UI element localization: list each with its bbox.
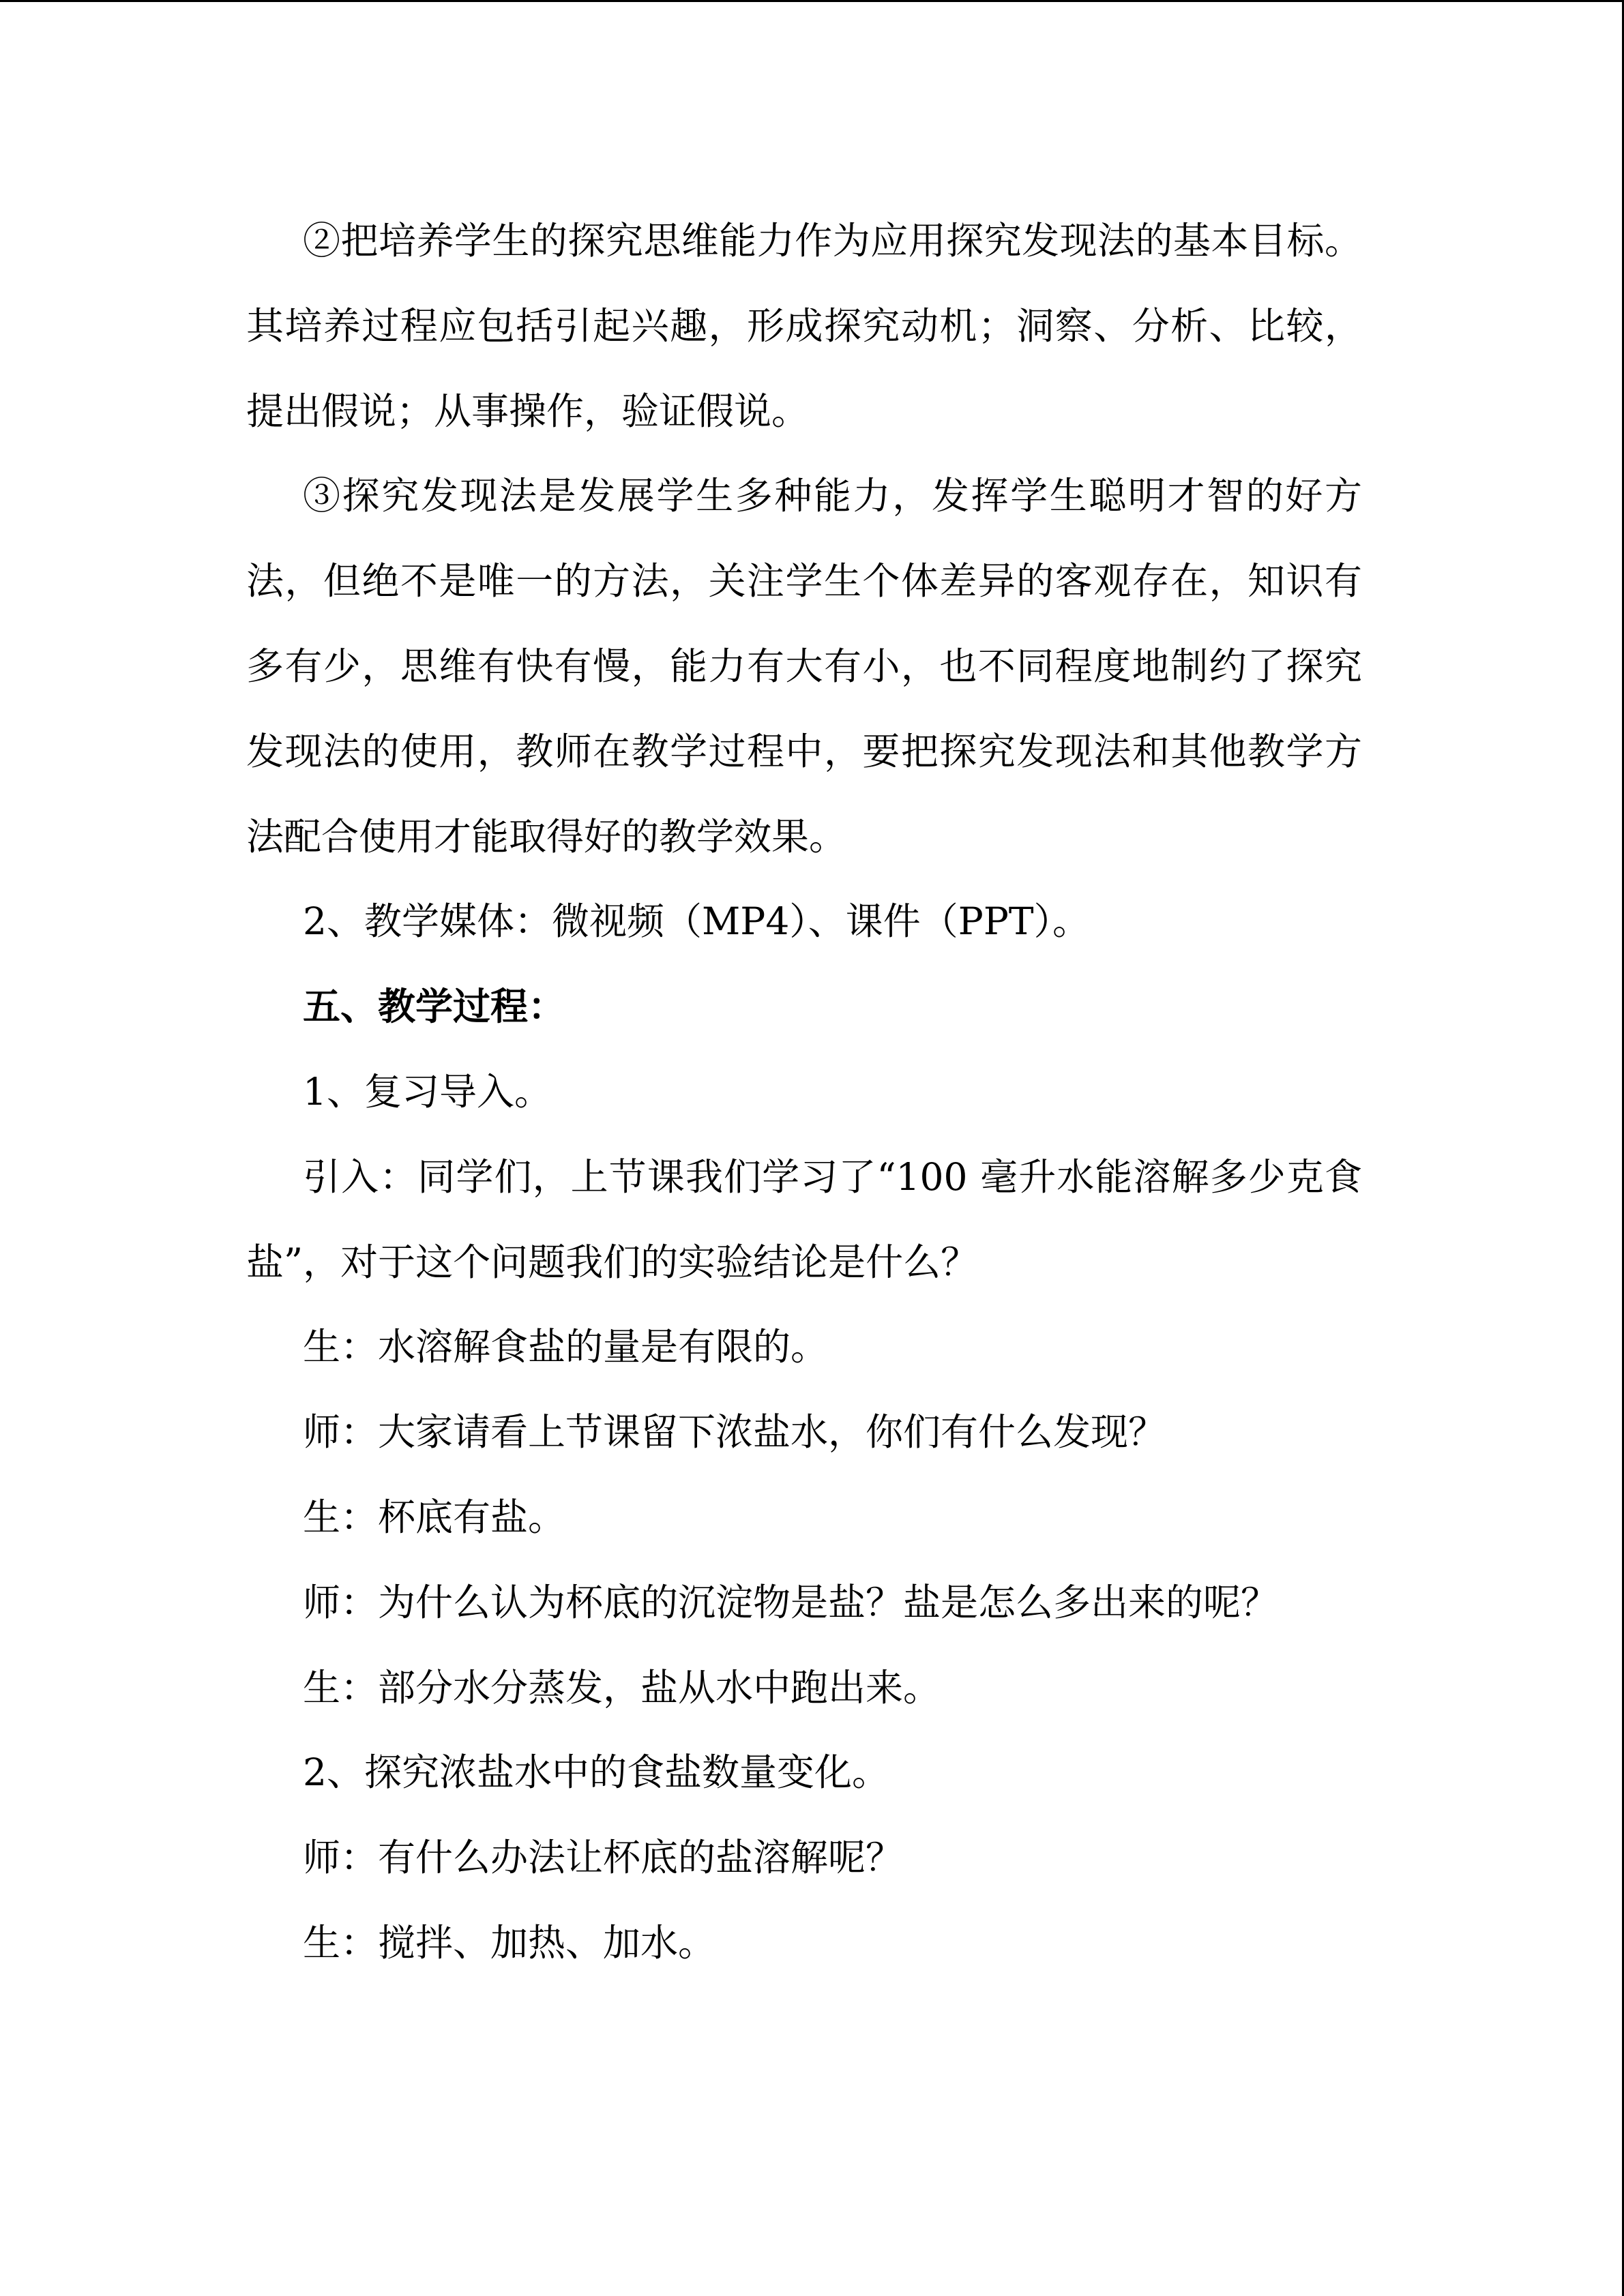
- subsection-explore: [246, 1730, 1362, 1815]
- text-line: 多有少，思维有快有慢，能力有大有小，也不同程度地制约了探究: [246, 644, 1362, 688]
- section-heading: [246, 964, 1362, 1049]
- dialogue-line: [246, 1900, 1362, 1986]
- text-line: 师：为什么认为杯底的沉淀物是盐？盐是怎么多出来的呢？: [303, 1580, 1279, 1624]
- text-line: 1、复习导入。: [303, 1069, 552, 1114]
- text-line: ③探究发现法是发展学生多种能力，发挥学生聪明才智的好方: [303, 474, 1362, 518]
- text-line: ②把培养学生的探究思维能力作为应用探究发现法的基本目标。: [303, 219, 1362, 263]
- dialogue-line: [246, 1815, 1362, 1900]
- text-line: 其培养过程应包括引起兴趣，形成探究动机；洞察、分析、比较，: [246, 303, 1362, 348]
- text-line: 发现法的使用，教师在教学过程中，要把探究发现法和其他教学方: [246, 729, 1362, 773]
- text-line: 师：大家请看上节课留下浓盐水，你们有什么发现？: [303, 1410, 1166, 1455]
- dialogue-line: [246, 1390, 1362, 1475]
- subsection-review-intro: [246, 1049, 1362, 1135]
- text-line: 生：部分水分蒸发，盐从水中跑出来。: [303, 1665, 941, 1710]
- dialogue-line: [246, 1475, 1362, 1560]
- text-line: 盐”，对于这个问题我们的实验结论是什么？: [246, 1240, 979, 1284]
- dialogue-line: [246, 1560, 1362, 1645]
- paragraph-objective-3: [246, 453, 1362, 879]
- paragraph-teaching-media: [246, 879, 1362, 964]
- text-line: 法配合使用才能取得好的教学效果。: [246, 814, 847, 859]
- section-heading-text: 五、教学过程：: [303, 984, 566, 1029]
- text-line: 法，但绝不是唯一的方法，关注学生个体差异的客观存在，知识有: [246, 559, 1362, 603]
- text-line: 2、探究浓盐水中的食盐数量变化。: [303, 1750, 889, 1795]
- text-line: 引入：同学们，上节课我们学习了“100 毫升水能溶解多少克食: [303, 1154, 1362, 1199]
- text-line: 师：有什么办法让杯底的盐溶解呢？: [303, 1836, 904, 1880]
- dialogue-line: [246, 1645, 1362, 1731]
- text-line: 提出假说；从事操作，验证假说。: [246, 389, 810, 433]
- dialogue-line: [246, 1304, 1362, 1390]
- paragraph-objective-2: [246, 198, 1362, 453]
- text-line: 生：搅拌、加热、加水。: [303, 1920, 716, 1965]
- document-body: [246, 198, 1362, 1986]
- text-line: 2、教学媒体：微视频（MP4）、课件（PPT）。: [303, 899, 1091, 944]
- paragraph-introduction: [246, 1135, 1362, 1305]
- text-line: 生：杯底有盐。: [303, 1495, 566, 1539]
- text-line: 生：水溶解食盐的量是有限的。: [303, 1325, 829, 1369]
